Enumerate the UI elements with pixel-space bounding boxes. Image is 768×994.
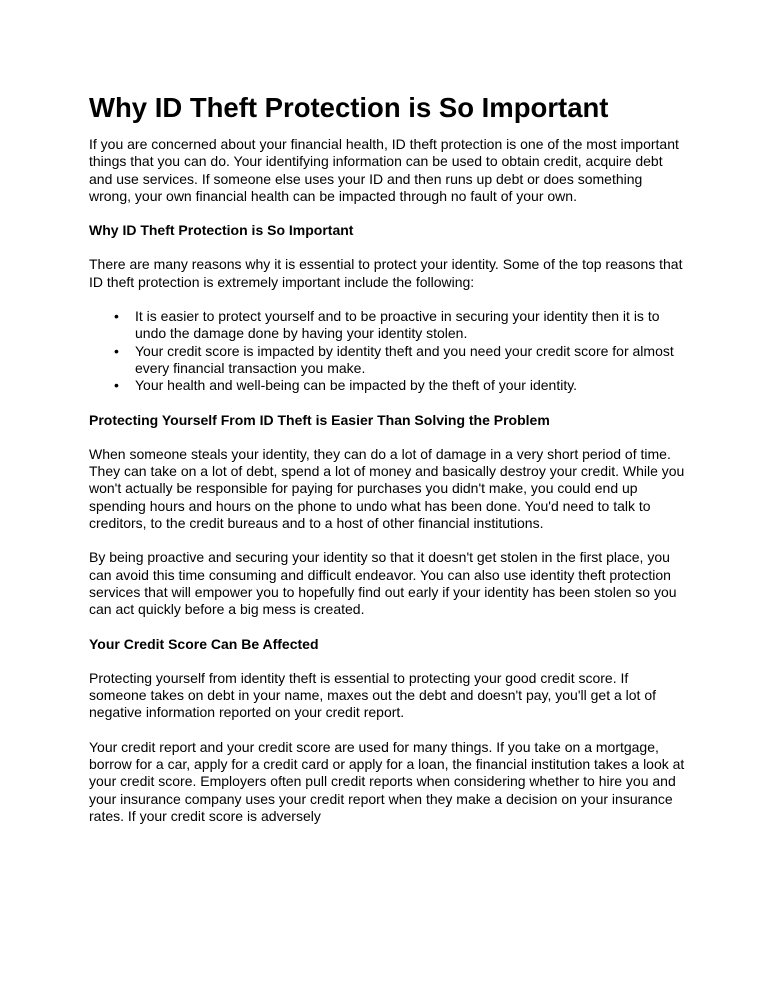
list-item — [89, 308, 685, 343]
bullet-icon: • — [114, 308, 119, 325]
reasons-paragraph: There are many reasons why it is essential to protect your identity. Some of the top reasons that ID theft protection is extremely important include the following: — [89, 256, 683, 290]
section-heading-importance: Why ID Theft Protection is So Important — [89, 222, 354, 239]
document-title: Why ID Theft Protection is So Important — [89, 92, 609, 123]
section-heading-protecting: Protecting Yourself From ID Theft is Easier Than Solving the Problem — [89, 411, 550, 428]
list-item-text: Your health and well-being can be impacted by the theft of your identity. — [135, 377, 578, 394]
damage-paragraph: When someone steals your identity, they can do a lot of damage in a very short period of time. They can take on a lot of debt, spend a lot of money and basically destroy your credit. While you won't actually be responsible for paying for purchases you didn't make, you could end up spending hours and hours on the phone to undo what has been done. You'd need to talk to creditors, to the credit bureaus and to a host of other financial institutions. — [89, 445, 685, 532]
section-heading-credit-score: Your Credit Score Can Be Affected — [89, 635, 319, 652]
list-item-text: It is easier to protect yourself and to be proactive in securing your identity then it is to undo the damage done by having your identity stolen. — [135, 308, 660, 342]
document-page — [89, 92, 685, 842]
proactive-paragraph: By being proactive and securing your identity so that it doesn't get stolen in the first place, you can avoid this time consuming and difficult endeavor. You can also use identity theft protection services that will empower you to hopefully find out early if your identity has been stolen so you can act quickly before a big mess is created. — [89, 549, 677, 618]
credit-score-paragraph: Protecting yourself from identity theft is essential to protecting your good credit score. If someone takes on debt in your name, maxes out the debt and doesn't pay, you'll get a lot of negative information reported on your credit report. — [89, 669, 656, 721]
list-item-text: Your credit score is impacted by identity theft and you need your credit score for almost every financial transaction you make. — [135, 342, 674, 376]
list-item — [89, 377, 685, 394]
intro-paragraph: If you are concerned about your financial health, ID theft protection is one of the most important things that you can do. Your identifying information can be used to obtain credit, acquire debt and use services. If someone else uses your ID and then runs up debt or does something wrong, your own financial health can be impacted through no fault of your own. — [89, 136, 679, 204]
list-item — [89, 343, 685, 378]
bullet-icon: • — [114, 377, 119, 394]
reasons-list — [89, 308, 685, 394]
credit-report-paragraph: Your credit report and your credit score are used for many things. If you take on a mortgage, borrow for a car, apply for a credit card or apply for a loan, the financial institution takes a look at your credit score. Employers often pull credit reports when considering whether to hire you and your insurance company uses your credit report when they make a decision on your insurance rates. If your credit score is adversely — [89, 738, 685, 824]
bullet-icon: • — [114, 342, 119, 359]
